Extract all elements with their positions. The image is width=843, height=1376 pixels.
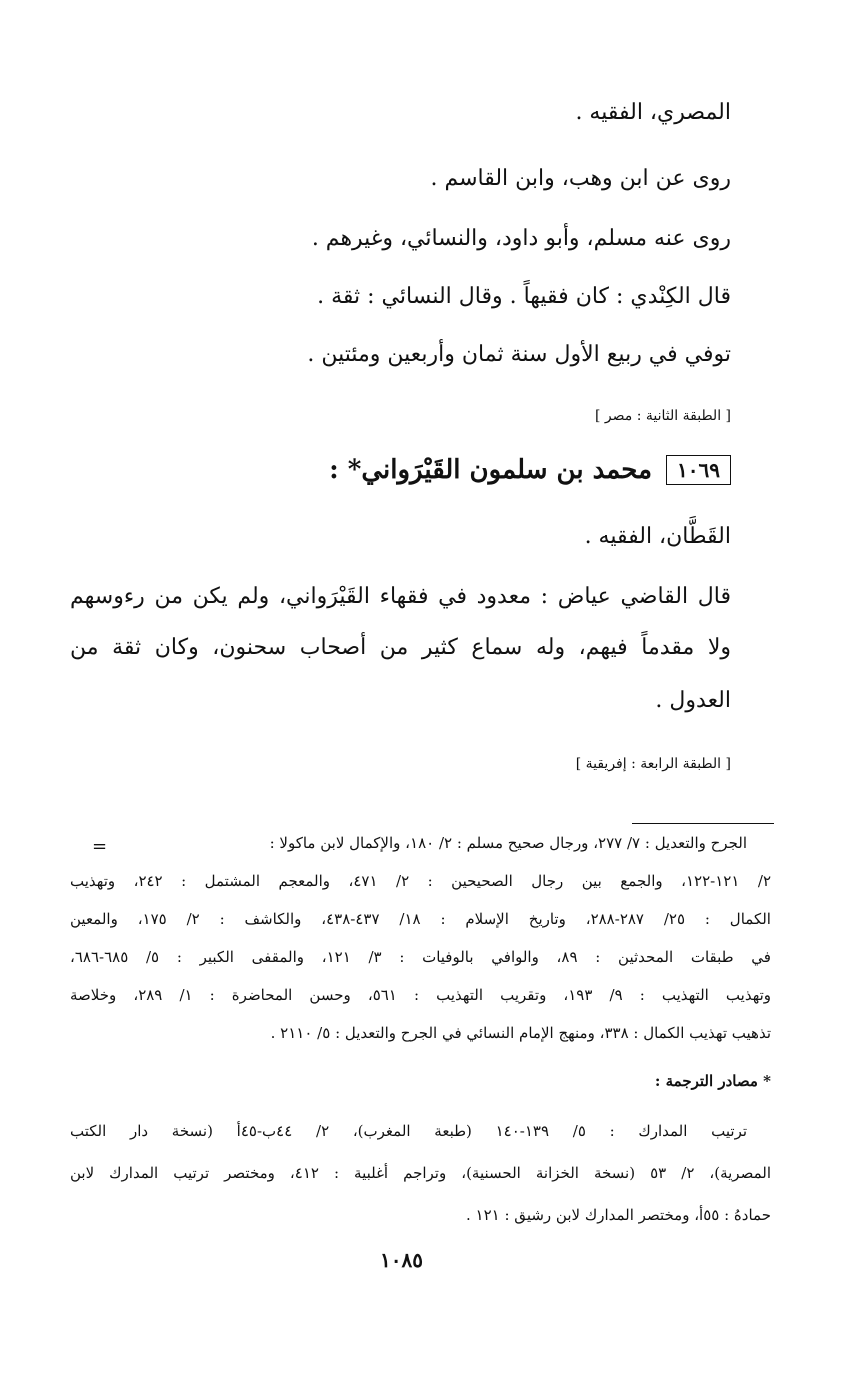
footnote-line: في طبقات المحدثين : ٨٩، والوافي بالوفيات : ٣/ ١٢١، والمقفى الكبير : ٥/ ٦٨٥-٦٨٦، [70, 948, 771, 966]
page-number: ١٠٨٥ [380, 1248, 423, 1272]
footnote-line: الجرح والتعديل : ٧/ ٢٧٧، ورجال صحيح مسلم : ٢/ ١٨٠، والإكمال لابن ماكولا : [269, 834, 747, 852]
source-line: المصرية)، ٢/ ٥٣ (نسخة الخزانة الحسنية)، وتراجم أغلبية : ٤١٢، ومختصر ترتيب المدارك لابن [70, 1164, 771, 1182]
footnote-line: الكمال : ٢٥/ ٢٨٧-٢٨٨، وتاريخ الإسلام : ١٨/ ٤٣٧-٤٣٨، والكاشف : ٢/ ١٧٥، والمعين [70, 910, 771, 928]
body-line: القَطَّان، الفقيه . [584, 524, 731, 549]
body-line: روى عنه مسلم، وأبو داود، والنسائي، وغيرهم . [311, 226, 731, 251]
source-line: حمادهُ : ٥٥أ، ومختصر المدارك لابن رشيق : ١٢١ . [466, 1206, 771, 1224]
footnote-divider [632, 823, 774, 824]
entry-title: محمد بن سلمون القَيْرَواني* : [329, 455, 653, 485]
body-line: قال الكِنْدي : كان فقيهاً . وقال النسائي : ثقة . [317, 284, 731, 309]
entry-header [329, 455, 731, 485]
source-line: ترتيب المدارك : ٥/ ١٣٩-١٤٠ (طبعة المغرب)، ٢/ ٤٤ب-٤٥أ (نسخة دار الكتب [70, 1122, 748, 1140]
continuation-marker: = [92, 836, 108, 857]
body-line: المصري، الفقيه . [575, 100, 731, 125]
footnote-line: وتهذيب التهذيب : ٩/ ١٩٣، وتقريب التهذيب : ٥٦١، وحسن المحاضرة : ١/ ٢٨٩، وخلاصة [70, 986, 772, 1004]
tabaqa-label: [ الطبقة الثانية : مصر ] [595, 408, 731, 424]
body-line: قال القاضي عياض : معدود في فقهاء القَيْرَواني، ولم يكن من رءوسهم [70, 584, 731, 609]
tabaqa-label: [ الطبقة الرابعة : إفريقية ] [575, 756, 731, 772]
sources-heading: * مصادر الترجمة : [654, 1072, 771, 1090]
body-line: روى عن ابن وهب، وابن القاسم . [430, 166, 731, 191]
entry-number: ١٠٦٩ [666, 455, 731, 485]
footnote-line: تذهيب تهذيب الكمال : ٣٣٨، ومنهج الإمام النسائي في الجرح والتعديل : ٥/ ٢١١٠ . [270, 1024, 771, 1042]
body-line: توفي في ربيع الأول سنة ثمان وأربعين ومئتين . [307, 342, 731, 367]
body-line: العدول . [655, 688, 731, 713]
body-line: ولا مقدماً فيهم، وله سماع كثير من أصحاب سحنون، وكان ثقة من [70, 635, 731, 660]
footnote-line: ٢/ ١٢١-١٢٢، والجمع بين رجال الصحيحين : ٢/ ٤٧١، والمعجم المشتمل : ٢٤٢، وتهذيب [70, 872, 771, 890]
